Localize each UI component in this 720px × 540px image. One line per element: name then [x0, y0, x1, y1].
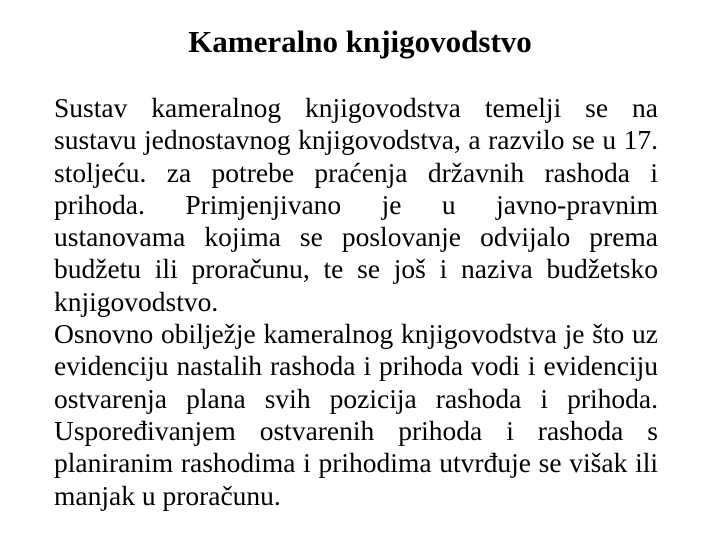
- paragraph-1: Sustav kameralnog knjigovodstva temelji se na sustavu jednostavnog knjigovodstva, a razvilo se u 17. stoljeću. za potrebe praćenja državnih rashoda i prihoda. Primjenjivano je u javno-pravnim ustanovama kojima se poslovanje odvijalo prema budžetu ili proračunu, te se još i naziva budžetsko knjigovodstvo.: [54, 92, 658, 317]
- slide-title: Kameralno knjigovodstvo: [188, 24, 532, 59]
- paragraph-2: Osnovno obilježje kameralnog knjigovodstva je što uz evidenciju nastalih rashoda i prihoda vodi i evidenciju ostvarenja plana svih pozicija rashoda i prihoda. Uspoređivanjem ostvarenih prihoda i rashoda s planiranim rashodima i prihodima utvrđuje se višak ili manjak u proračunu.: [54, 318, 658, 511]
- slide-body: [54, 92, 658, 512]
